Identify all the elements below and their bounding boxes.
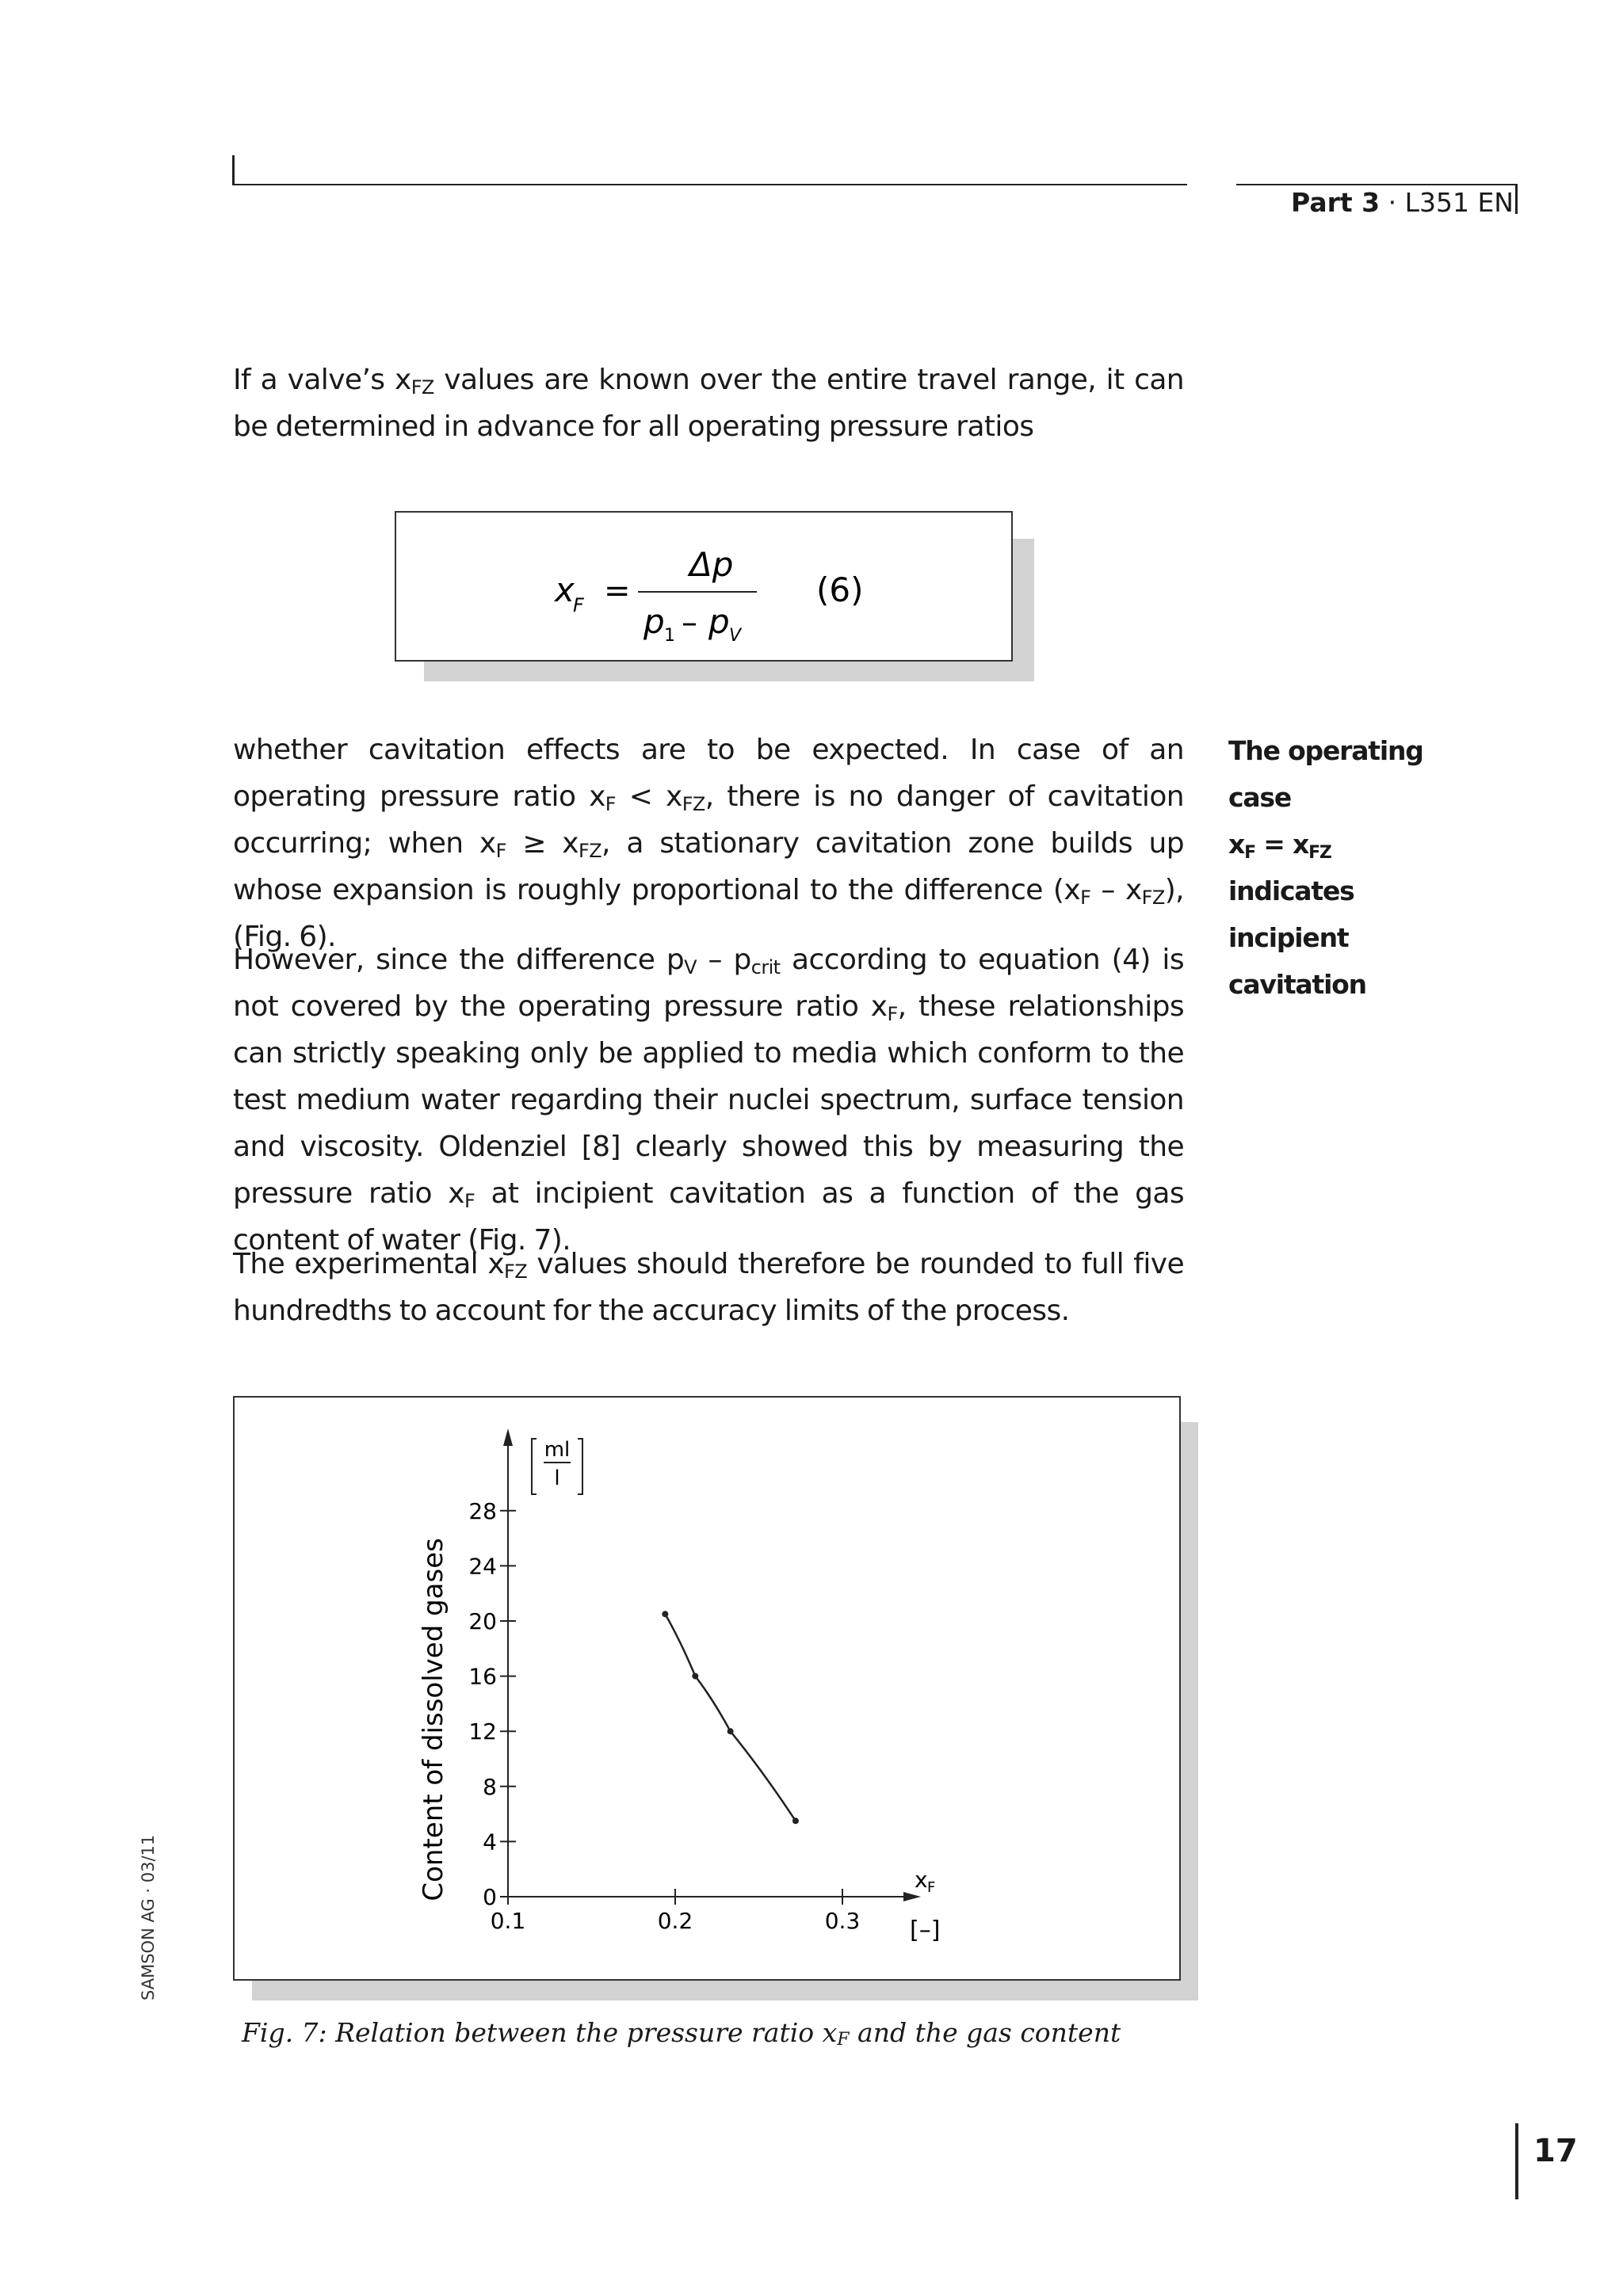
y-axis-arrow: [503, 1428, 513, 1446]
x-axis-label: [915, 1867, 935, 1896]
paragraph-oldenziel: However, since the difference $p_V - p_{crit}$ according to equation (4) is not covered by the operating pressure ratio $x_F$, these relationships can strictly speaking only be applied to media which conform to the test medium water regarding their nuclei spectrum, surface tension and viscosity. Oldenziel [8] clearly showed this by measuring the pressure ratio $x_F$ at incipient cavitation as a function of the gas content of water (Fig. 7).: [233, 944, 1185, 1257]
margin-note: The operating case $x_F = x_{FZ}$ indicates incipient cavitation: [1228, 735, 1423, 1000]
y-axis-label: Content of dissolved gases: [418, 1538, 449, 1901]
figure-7-chart: [235, 1398, 1179, 1979]
x-tick-label-0.1: 0.1: [490, 1908, 526, 1934]
y-axis-unit: [532, 1438, 582, 1494]
y-tick-label-28: 28: [468, 1497, 497, 1524]
x-axis-unit: [–]: [910, 1917, 941, 1944]
series-line-0: [665, 1614, 796, 1821]
y-tick-label-24: 24: [468, 1553, 497, 1580]
header-rule-left-tick: [232, 155, 235, 185]
eq-den-b: p: [708, 602, 730, 641]
paragraph-rounding: The experimental $x_{FZ}$ values should therefore be rounded to full five hundredths to account for the accuracy limits of the process.: [233, 1248, 1185, 1327]
y-tick-label-4: 4: [483, 1829, 497, 1855]
eq-den-minus: –: [682, 605, 697, 641]
eq-den-b-sub: V: [729, 626, 742, 646]
eq-number: (6): [816, 570, 864, 609]
y-unit-numerator: ml: [544, 1438, 571, 1462]
data-point-2: [727, 1728, 734, 1734]
y-tick-label-0: 0: [483, 1884, 497, 1910]
y-tick-label-20: 20: [468, 1608, 497, 1634]
header-rule-right: [1236, 184, 1515, 185]
x-label-main: x: [915, 1867, 928, 1893]
chart-axes: [503, 1428, 921, 1901]
y-tick-label-12: 12: [468, 1718, 497, 1745]
figure-7-box: [233, 1396, 1181, 1981]
data-point-1: [692, 1673, 698, 1680]
x-axis-ticks: [491, 1889, 861, 1934]
paragraph-cavitation: whether cavitation effects are to be expected. In case of an operating pressure ratio $x_F < x_{FZ}$, there is no danger of cavitation occurring; when $x_F \ge x_{FZ}$, a stationary cavitation zone builds up whose expansion is roughly proportional to the difference $(x_F - x_{FZ})$, (Fig. 6).: [233, 734, 1184, 953]
header-part-label: Part 3 · L351 EN: [1291, 187, 1514, 218]
eq-lhs: x: [555, 570, 575, 609]
x-label-sub: F: [927, 1879, 936, 1896]
equation-box: [395, 511, 1013, 662]
eq-den-a: p: [643, 602, 665, 641]
side-footer-label: SAMSON AG · 03/11: [139, 1834, 158, 2000]
page-number: 17: [1533, 2133, 1578, 2169]
header-rule-left: [232, 184, 1187, 185]
eq-numerator: Δp: [689, 545, 734, 584]
y-tick-label-16: 16: [468, 1663, 497, 1690]
eq-lhs-sub: F: [573, 594, 584, 616]
figure-caption: Fig. 7: Relation between the pressure ratio $x_F$ and the gas content: [242, 2017, 1121, 2050]
x-axis-arrow: [903, 1892, 921, 1901]
y-unit-denominator: l: [554, 1466, 560, 1490]
eq-den-a-sub: 1: [664, 626, 675, 646]
page-number-rule: [1515, 2123, 1518, 2199]
equation-6: [396, 513, 1011, 660]
y-axis-ticks: [468, 1498, 516, 1910]
chart-series: [662, 1611, 799, 1824]
y-tick-label-8: 8: [483, 1773, 497, 1800]
x-tick-label-0.3: 0.3: [824, 1908, 861, 1934]
data-point-0: [662, 1611, 668, 1617]
data-point-3: [792, 1817, 799, 1824]
eq-equals: =: [604, 573, 631, 609]
paragraph-intro: If a valve’s $x_{FZ}$ values are known over the entire travel range, it can be determined in advance for all operating pressure ratios: [233, 364, 1185, 443]
x-tick-label-0.2: 0.2: [657, 1908, 693, 1934]
header-rule-right-tick: [1515, 184, 1518, 214]
